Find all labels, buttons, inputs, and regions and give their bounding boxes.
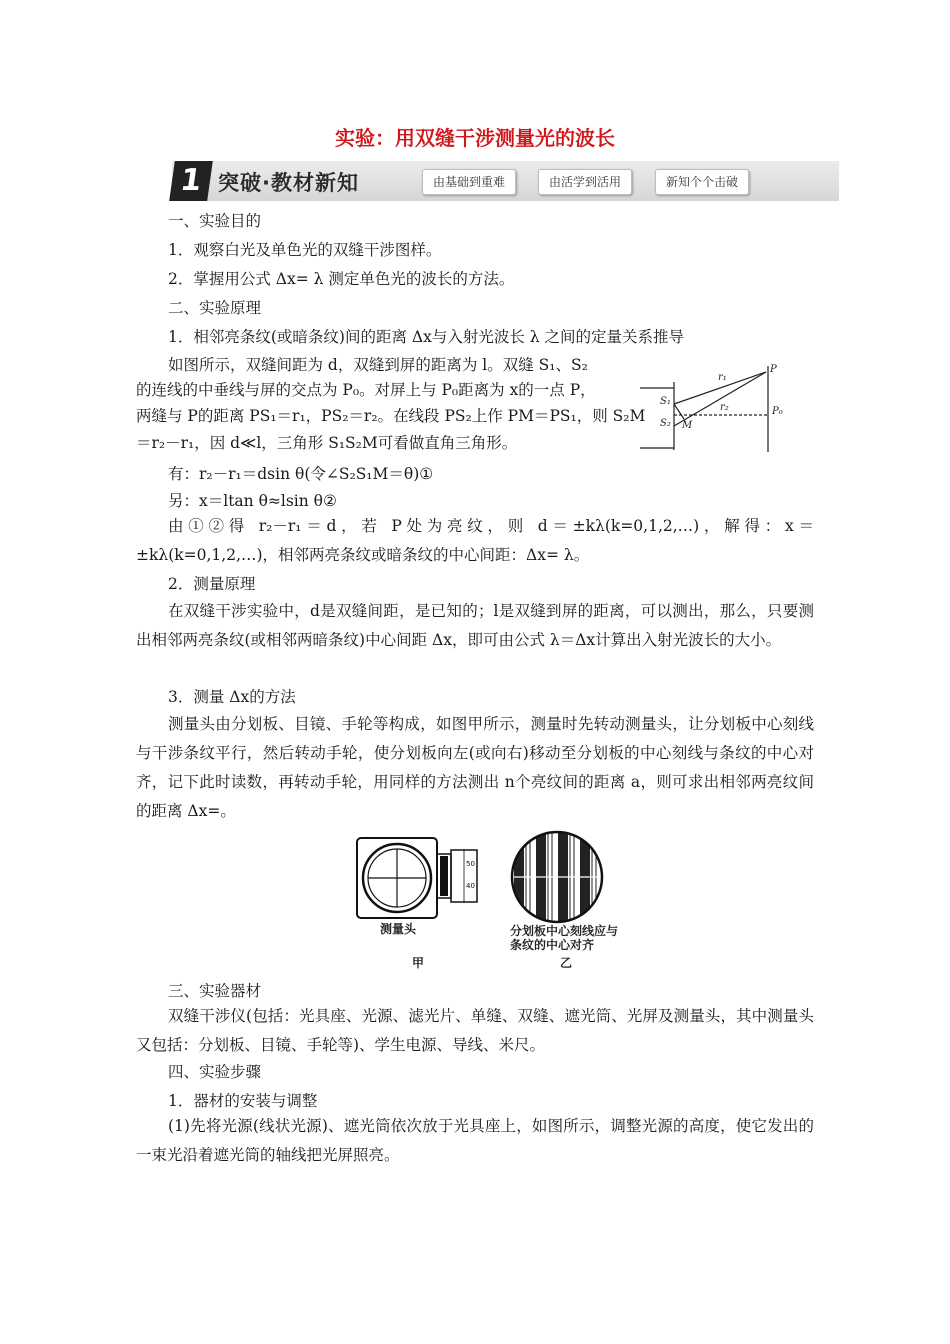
section-heading-principle: 二、实验原理 — [168, 299, 262, 317]
section-heading-purpose: 一、实验目的 — [168, 212, 262, 230]
label-r2: r₂ — [720, 402, 729, 413]
label-p: P — [770, 364, 777, 375]
derivation-result: 由①②得 r₂－r₁＝d，若 P处为亮纹，则 d＝±kλ(k=0,1,2,…)，解得：x＝±kλ(k=0,1,2,…)，相邻两亮条纹或暗条纹的中心间距：Δx= λ。 — [136, 517, 814, 564]
measurement-principle-text: 在双缝干涉实验中，d是双缝间距，是已知的；l是双缝到屏的距离，可以测出，那么，只要测出相邻两亮条纹(或相邻两暗条纹)中心间距 Δx，即可由公式 λ＝Δx计算出入射光波长的大小。 — [136, 602, 814, 649]
label-jia: 甲 — [412, 956, 425, 970]
label-p0: P₀ — [772, 406, 783, 417]
derivation-line-1: 如图所示，双缝间距为 d，双缝到屏的距离为 l。双缝 S₁、S₂ — [168, 356, 588, 374]
equipment-text: 双缝干涉仪(包括：光具座、光源、滤光片、单缝、双缝、遮光筒、光屏及测量头，其中测量头又包括：分划板、目镜、手轮等)、学生电源、导线、米尺。 — [136, 1007, 814, 1054]
label-s2: S₂ — [660, 418, 671, 429]
equation-1: 有：r₂－r₁＝dsin θ(令∠S₂S₁M＝θ)① — [168, 465, 434, 483]
label-s1: S₁ — [660, 396, 671, 407]
banner-title: 突破·教材新知 — [218, 171, 359, 195]
label-r1: r₁ — [718, 372, 727, 383]
measurement-principle-heading: 2．测量原理 — [168, 575, 256, 593]
purpose-item-2: 2．掌握用公式 Δx= λ 测定单色光的波长的方法。 — [168, 270, 515, 288]
section-heading-equipment: 三、实验器材 — [168, 982, 262, 1000]
page-title: 实验：用双缝干涉测量光的波长 — [335, 126, 615, 150]
double-slit-diagram — [640, 362, 820, 454]
measure-method-heading: 3．测量 Δx的方法 — [168, 688, 296, 706]
derivation-line-2: 的连线的中垂线与屏的交点为 P₀。对屏上与 P₀距离为 x的一点 P， — [136, 381, 596, 399]
section-heading-steps: 四、实验步骤 — [168, 1063, 262, 1081]
equation-2: 另：x＝ltan θ≈lsin θ② — [168, 492, 337, 510]
label-m: M — [682, 420, 693, 431]
banner-tag-3[interactable]: 新知个个击破 — [655, 169, 749, 195]
steps-item-1: 1．器材的安装与调整 — [168, 1092, 318, 1110]
caption-reticle-1: 分划板中心刻线应与 — [510, 924, 619, 938]
section-banner — [172, 161, 839, 201]
principle-item-1: 1．相邻亮条纹(或暗条纹)间的距离 Δx与入射光波长 λ 之间的定量关系推导 — [168, 328, 684, 346]
measuring-head-figure — [350, 830, 640, 975]
measure-method-text: 测量头由分划板、目镜、手轮等构成，如图甲所示，测量时先转动测量头，让分划板中心刻线与干涉条纹平行，然后转动手轮，使分划板向左(或向右)移动至分划板的中心刻线与条纹的中心对齐，记下此时读数，再转动手轮，用同样的方法测出 n个亮纹间的距离 a，则可求出相邻两亮纹间的距离 Δx=。 — [136, 715, 814, 820]
purpose-item-1: 1．观察白光及单色光的双缝干涉图样。 — [168, 241, 442, 259]
derivation-line-3: 两缝与 P的距离 PS₁＝r₁，PS₂＝r₂。在线段 PS₂上作 PM＝PS₁，则 S₂M — [136, 407, 646, 425]
caption-reticle-2: 条纹的中心对齐 — [510, 938, 595, 952]
banner-tag-1[interactable]: 由基础到重难 — [422, 169, 516, 195]
label-yi: 乙 — [560, 956, 573, 970]
steps-text: (1)先将光源(线状光源)、遮光筒依次放于光具座上，如图所示，调整光源的高度，使它发出的一束光沿着遮光筒的轴线把光屏照亮。 — [136, 1117, 814, 1164]
scale-label-40: 40 — [466, 882, 475, 890]
banner-tag-2[interactable]: 由活学到活用 — [538, 169, 632, 195]
caption-measuring-head: 测量头 — [380, 922, 417, 936]
derivation-line-4: ＝r₂－r₁，因 d≪l，三角形 S₁S₂M可看做直角三角形。 — [136, 434, 518, 452]
scale-label-50: 50 — [466, 860, 475, 868]
banner-number: 1 — [169, 161, 213, 201]
